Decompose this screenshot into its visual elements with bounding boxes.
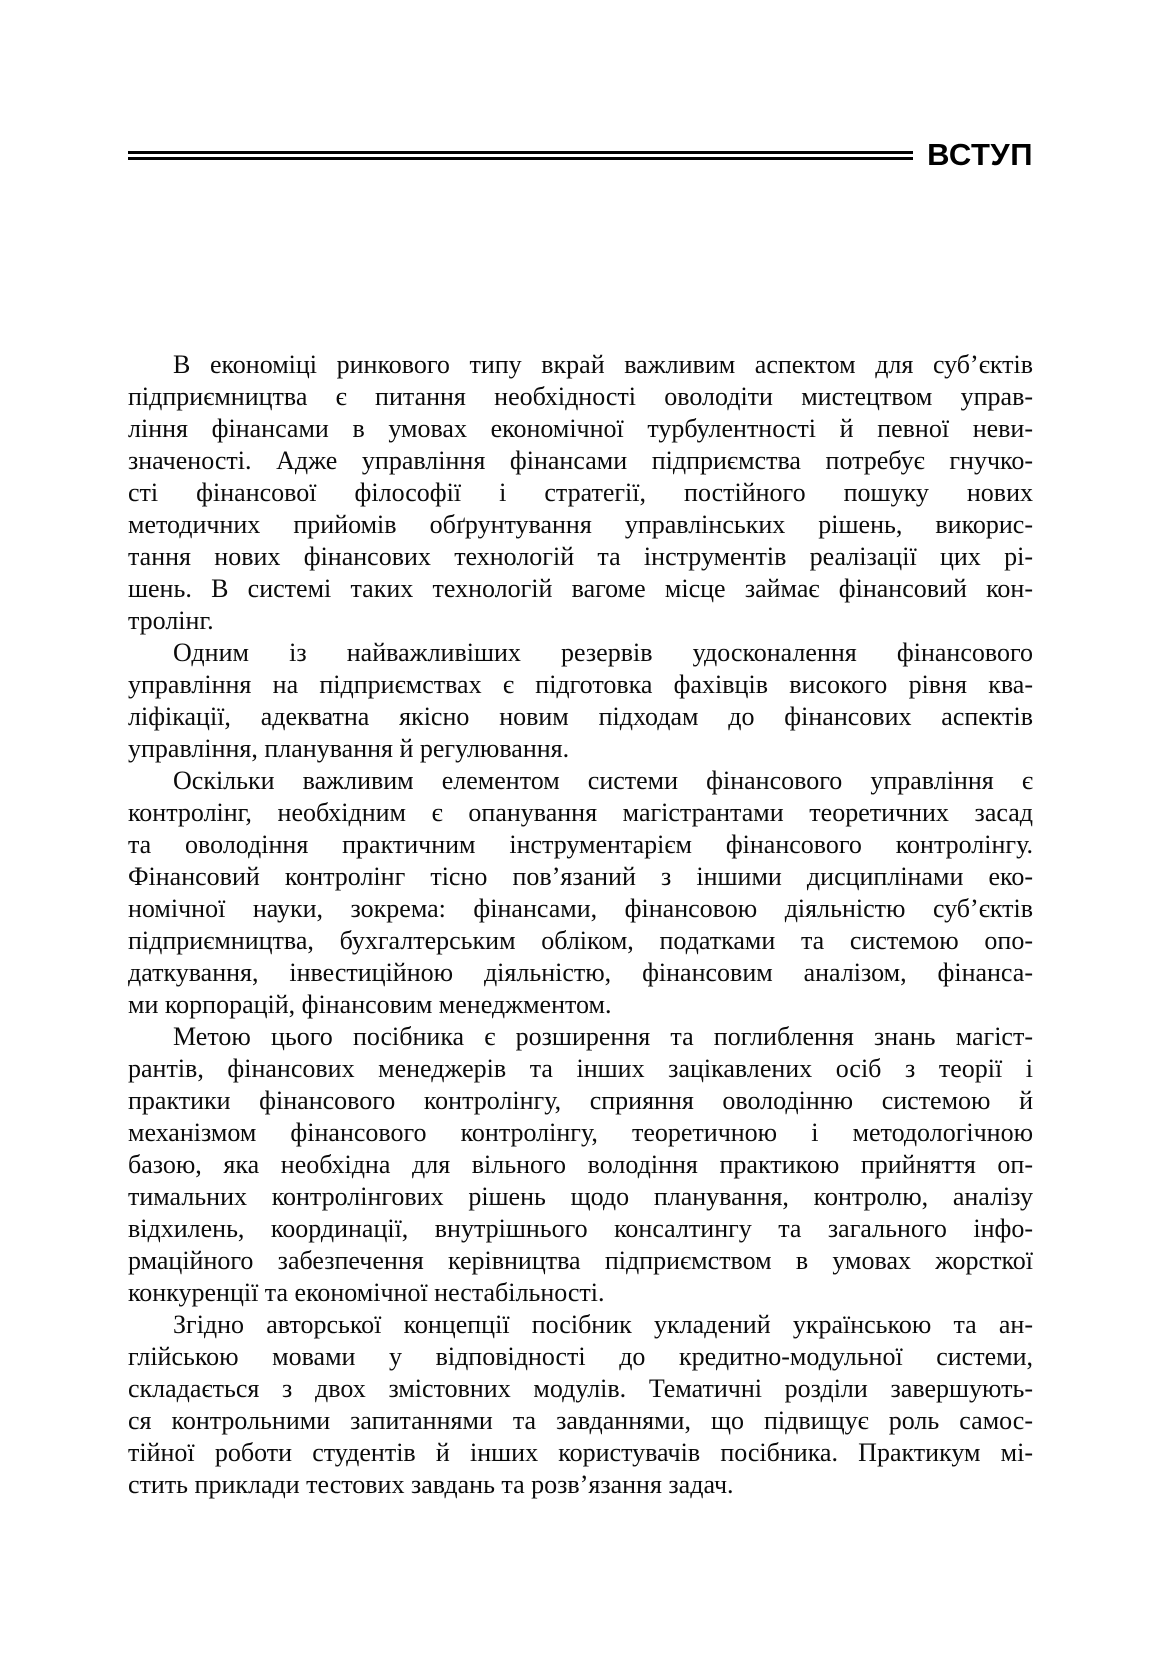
text-line: значеності. Адже управління фінансами підприємства потребує гнучко- bbox=[128, 446, 1033, 475]
text-line: даткування, інвестиційною діяльністю, фінансовим аналізом, фінанса- bbox=[128, 958, 1033, 987]
text-line: шень. В системі таких технологій вагоме місце займає фінансовий кон- bbox=[128, 574, 1033, 603]
text-line: управління, планування й регулювання. bbox=[128, 734, 570, 763]
text-line: ся контрольними запитаннями та завданнями, що підвищує роль самос- bbox=[128, 1406, 1033, 1435]
paragraph bbox=[128, 1021, 1033, 1309]
text-line: Фінансовий контролінг тісно пов’язаний з іншими дисциплінами еко- bbox=[128, 862, 1033, 891]
body-text bbox=[128, 349, 1033, 1501]
text-line: базою, яка необхідна для вільного володіння практикою прийняття оп- bbox=[128, 1150, 1033, 1179]
paragraph bbox=[128, 637, 1033, 765]
text-line: В економіці ринкового типу вкрай важливим аспектом для суб’єктів bbox=[173, 350, 1033, 379]
text-line: підприємництва є питання необхідності оволодіти мистецтвом управ- bbox=[128, 382, 1033, 411]
paragraph bbox=[128, 349, 1033, 637]
chapter-header bbox=[128, 137, 1033, 173]
paragraph bbox=[128, 765, 1033, 1021]
text-line: методичних прийомів обґрунтування управлінських рішень, викорис- bbox=[128, 510, 1033, 539]
text-line: глійською мовами у відповідності до кредитно-модульної системи, bbox=[128, 1342, 1033, 1371]
text-line: управління на підприємствах є підготовка фахівців високого рівня ква- bbox=[128, 670, 1033, 699]
text-line: складається з двох змістовних модулів. Тематичні розділи завершують- bbox=[128, 1374, 1033, 1403]
text-line: сті фінансової філософії і стратегії, постійного пошуку нових bbox=[128, 478, 1033, 507]
text-line: Оскільки важливим елементом системи фінансового управління є bbox=[173, 766, 1033, 795]
text-line: рантів, фінансових менеджерів та інших зацікавлених осіб з теорії і bbox=[128, 1054, 1033, 1083]
text-line: тійної роботи студентів й інших користувачів посібника. Практикум мі- bbox=[128, 1438, 1033, 1467]
text-line: відхилень, координації, внутрішнього консалтингу та загального інфо- bbox=[128, 1214, 1033, 1243]
text-line: практики фінансового контролінгу, сприяння оволодінню системою й bbox=[128, 1086, 1033, 1115]
text-line: механізмом фінансового контролінгу, теоретичною і методологічною bbox=[128, 1118, 1033, 1147]
text-line: ми корпорацій, фінансовим менеджментом. bbox=[128, 990, 612, 1019]
text-line: тимальних контролінгових рішень щодо планування, контролю, аналізу bbox=[128, 1182, 1033, 1211]
text-line: тролінг. bbox=[128, 606, 214, 635]
text-line: підприємництва, бухгалтерським обліком, податками та системою опо- bbox=[128, 926, 1033, 955]
text-line: Метою цього посібника є розширення та поглиблення знань магіст- bbox=[173, 1022, 1033, 1051]
text-line: контролінг, необхідним є опанування магістрантами теоретичних засад bbox=[128, 798, 1033, 827]
text-line: ління фінансами в умовах економічної турбулентності й певної неви- bbox=[128, 414, 1033, 443]
text-line: номічної науки, зокрема: фінансами, фінансовою діяльністю суб’єктів bbox=[128, 894, 1033, 923]
text-line: Згідно авторської концепції посібник укладений українською та ан- bbox=[173, 1310, 1033, 1339]
text-line: стить приклади тестових завдань та розв’язання задач. bbox=[128, 1470, 734, 1499]
text-line: ліфікації, адекватна якісно новим підходам до фінансових аспектів bbox=[128, 702, 1033, 731]
page-title: ВСТУП bbox=[927, 137, 1033, 172]
double-rule-divider bbox=[128, 151, 913, 160]
text-line: Одним із найважливіших резервів удосконалення фінансового bbox=[173, 638, 1033, 667]
paragraph bbox=[128, 1309, 1033, 1501]
text-line: тання нових фінансових технологій та інструментів реалізації цих рі- bbox=[128, 542, 1033, 571]
text-line: та оволодіння практичним інструментарієм фінансового контролінгу. bbox=[128, 830, 1033, 859]
text-line: конкуренції та економічної нестабільності. bbox=[128, 1278, 605, 1307]
text-line: рмаційного забезпечення керівництва підприємством в умовах жорсткої bbox=[128, 1246, 1033, 1275]
